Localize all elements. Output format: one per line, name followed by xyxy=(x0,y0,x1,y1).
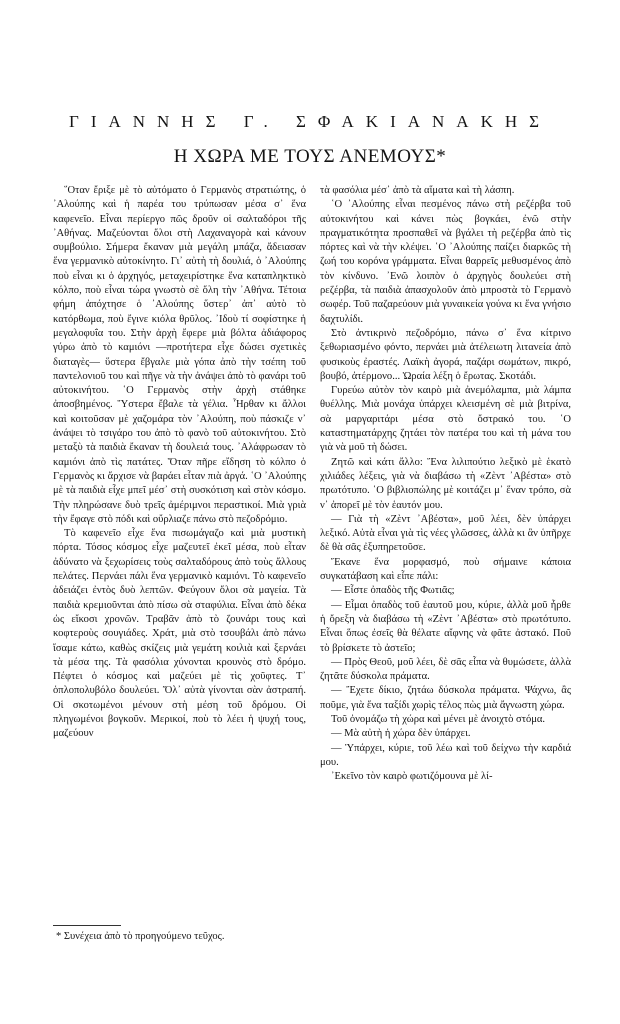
dialogue-line: — Εἶστε ὀπαδὸς τῆς Φωτιᾶς; xyxy=(331,585,455,597)
dialogue-line: — Εἶμαι ὀπαδὸς τοῦ ἑαυτοῦ μου, κύριε, ἀλλὰ μοῦ ἦρθε ἡ ὄρεξη νὰ διαβάσω τὴ «Ζὲντ ᾿Αβέστα» στὸ πρωτότυπο. Εἶναι ὅπως ἐσεῖς θὰ θέλατε αἴφνης νὰ φᾶτε ἀστακό. Ποῦ τὸ βρίσκετε τὸ ἀστεῖο; xyxy=(320,599,571,654)
paragraph: ᾿Εκεῖνο τὸν καιρὸ φωτιζόμουνα μὲ λί- xyxy=(331,771,493,783)
dialogue-line: — Μὰ αὐτὴ ἡ χώρα δὲν ὑπάρχει. xyxy=(331,728,471,740)
paragraph: Ἔκανε ἕνα μορφασμό, ποὺ σήμαινε κάποια συγκατάβαση καὶ εἶπε πάλι: xyxy=(320,556,571,583)
footnote: * Συνέχεια ἀπὸ τὸ προηγούμενο τεῦχος. xyxy=(56,931,225,942)
paragraph: ῾Ο ᾿Αλούπης εἶναι πεσμένος πάνω στὴ ρεζέρβα τοῦ αὐτοκινήτου καὶ κάνει πὼς βογκάει, ἐνῶ στὴν πραγματικότητα προσπαθεῖ νὰ βγάλει τὴ ρεζέρβα ἀπὸ τὶς πόρτες καὶ νὰ τὴν κλέψει. ῾Ο ᾿Αλούπης παίζει διαρκῶς τὴ ζωή του κορόνα γράμματα. Εἶναι θαρρεῖς μεθυσμένος ἀπὸ τὸν κίνδυνο. ᾿Ενῶ λοιπὸν ὁ ἀρχηγὸς δουλεύει στὴ ρεζέρβα, τὰ παιδιὰ ἀπασχολοῦν ἀπὸ μπροστὰ τὸ Γερμανὸ σωφέρ. Τοῦ παζαρεύουν μιὰ γυναικεία γούνα κι ἕνα γνήσιο δαχτυλίδι. xyxy=(320,199,571,325)
dialogue-line: — Ὑπάρχει, κύριε, τοῦ λέω καὶ τοῦ δείχνω τὴν καρδιά μου. xyxy=(320,742,571,768)
right-column xyxy=(320,184,571,784)
paragraph: Τὸ καφενεῖο εἶχε ἕνα πισωμάγαζο καὶ μιὰ μυστικὴ πόρτα. Τόσος κόσμος εἶχε μαζευτεῖ ἐκεῖ μέσα, ποὺ εἶταν ἀδύνατο νὰ ξεχωρίσεις τοὺς σαλταδόρους ἀπὸ τοὺς ἄλλους πελάτες. Περνάει πάλι ἕνα γερμανικὸ καμιόνι. Τὸ καφενεῖο ἀδειάζει ἐντὸς δυὸ λεπτῶν. Φεύγουν ὅλοι σὰ μαγεία. Τὰ παιδιὰ κρεμιοῦνται ἀπὸ πίσω σὰ σταφύλια. Εἶναι ἀπὸ δέκα ὡς εἴκοσι χρονῶν. Τραβᾶν ἀπὸ τὸ ζουνάρι τους καὶ κοφτεροὺς σουγιάδες. Χράτ, μιὰ στὸ τσουβάλι ἀπὸ πάνω ἴσαμε κάτω, καθὼς σκίζεις μιὰ γεμάτη κοιλιὰ καὶ ξερνάει τὰ μέσα της. Τὰ φασόλια χύνονται κρουνὸς στὸ δρόμο. Πέφτει ὁ κόσμος καὶ μαζεύει μὲ τὶς χοῦφτες. Τ᾿ ὁπλοπολυβόλο δουλεύει. Ὄλ᾿ αὐτὰ γίνονται σὰν ἀστραπή. Οἱ σκοτωμένοι μένουν στὴ μέση τοῦ δρόμου. Οἱ πληγωμένοι βογκοῦν. Μερικοί, ποὺ τὸ λέει ἡ ψυχή τους, μαζεύουν xyxy=(53,528,306,740)
dialogue-line: — Ἔχετε δίκιο, ζητάω δύσκολα πράματα. Ψάχνω, ἂς ποῦμε, γιὰ ἕνα ταξίδι χωρὶς τέλος πὼς μιὰ ἄγνωστη χώρα. xyxy=(320,685,571,711)
author-name: ΓΙΑΝΝΗΣ Γ. ΣΦΑΚΙΑΝΑΚΗΣ xyxy=(68,112,552,131)
paragraph: τὰ φασόλια μέσ᾿ ἀπὸ τὰ αἵματα καὶ τὴ λάσπη. xyxy=(320,185,515,196)
paragraph: Στὸ ἀντικρινὸ πεζοδρόμιο, πάνω σ᾿ ἕνα κίτρινο ξεθωριασμένο φόντο, περνάει μιὰ ἀτέλειωτη λιτανεία ἀπὸ φυσικοὺς ἐραστές. Λαϊκὴ ἀγορά, παζάρι σωμάτων, πικρό, βουβό, ἀτέρμονο... Ὡραία λέξη ὁ ἔρωτας. Σκοτάδι. xyxy=(320,327,571,382)
paragraph: Ζητῶ καὶ κάτι ἄλλο: Ἕνα λιλιπούτιο λεξικὸ μὲ ἑκατὸ χιλιάδες λέξεις, γιὰ νὰ διαβάσω τὴ «Ζὲντ ᾿Αβέστα» στὸ πρωτότυπο. ῾Ο βιβλιοπώλης μὲ κοιτάζει μ᾿ ἕναν τρόπο, σὰ ν᾿ ἀπορεῖ μὲ τὸν ἑαυτόν μου. xyxy=(320,456,571,511)
dialogue-line: — Γιὰ τὴ «Ζὲντ ᾿Αβέστα», μοῦ λέει, δὲν ὑπάρχει λεξικό. Αὐτὰ εἶναι γιὰ τὶς νέες γλῶσσες, ἀλλὰ κι ἂν ὑπῆρχε δὲ θὰ σᾶς ἐξυπηρετοῦσε. xyxy=(320,513,571,554)
paragraph: ῞Οταν ἔριξε μὲ τὸ αὐτόματο ὁ Γερμανὸς στρατιώτης, ὁ ᾿Αλούπης καὶ ἡ παρέα του τρύπωσαν μέσα σ᾿ ἕνα καφενεῖο. Εἶναι περίεργο πῶς δροῦν οἱ σαλταδόροι τῆς ᾿Αθήνας. Μαζεύονται ὅλοι στὴ Λαχαναγορὰ καὶ κάνουν συμβούλιο. Σήμερα ἔκαναν μιὰ μεγάλη μπάζα, ἄδειασαν ἕνα γερμανικὸ αὐτοκίνητο. Γι᾿ αὐτὴ τὴ δουλιά, ὁ ᾿Αλούπης ποὺ εἶναι κι ὁ ἀρχηγός, μεταχειρίστηκε ἕνα καταπληκτικὸ κόλπο, ποὺ εἶναι τώρα γνωστὸ σὲ ὅλη τὴν ᾿Αθήνα. Τέτοια φήμη ἀπόχτησε ὁ ᾿Αλούπης ὕστερ᾿ ἀπ᾿ αὐτὸ τὸ κατόρθωμα, ποὺ ἔγινε κιόλα θρῦλος. ᾿Ιδοὺ τί σοφίστηκε ἡ μεγαλοφυΐα του. Στὴν ἀρχὴ ἔφερε μιὰ βόλτα ἀδιάφορος γύρω ἀπὸ τὸ καμιόνι —προτήτερα εἶχε δώσει σχετικὲς διαταγὲς— ὕστερα ἔβγαλε μιὰ γόπα ἀπὸ τὴν τσέπη τοῦ παντελονιοῦ του καὶ πῆγε νὰ τὴν ἀνάψει ἀπὸ τὸ φανάρι τοῦ αὐτοκινήτου. ῾Ο Γερμανὸς στὴν ἀρχὴ στάθηκε ἀποσβημένος. Ὕστερα ἔβαλε τὰ γέλια. Ἦρθαν κι ἄλλοι καὶ κοιτοῦσαν μὲ χαζομάρα τὸν ᾿Αλούπη, ποὺ πάσκιζε ν᾿ ἀνάψει τὸ τσιγάρο του ἀπὸ τὸ φανὸ τοῦ αὐτοκινήτου. Στὸ μεταξὺ τὰ παιδιὰ ἔκαναν τὴ δουλειά τους. ᾿Αλάφρωσαν τὸ καμιόνι ἀπὸ τὶς πατάτες. Ὅταν πῆρε εἴδηση τὸ κόλπο ὁ Γερμανὸς κι ἄρχισε νὰ βαράει εἶταν πιὰ ἀργά. ῾Ο ᾿Αλούπης μὲ τὰ παιδιὰ εἶχε μπεῖ μέσ᾿ στὴ συσκότιση καὶ στὸν κόσμο. Τὴν πληρώσανε δυὸ τρεῖς ἀμέριμνοι περαστικοί. Μιὰ γριὰ τὴν ἔφαγε στὸ πόδι καὶ οὔρλιαζε πάνω στὸ πεζοδρόμιο. xyxy=(53,185,306,525)
left-column xyxy=(53,184,306,742)
story-title: Η ΧΩΡΑ ΜΕ ΤΟΥΣ ΑΝΕΜΟΥΣ* xyxy=(173,146,447,167)
dialogue-line: — Πρὸς Θεοῦ, μοῦ λέει, δὲ σᾶς εἶπα νὰ θυμώσετε, ἀλλὰ ζητᾶτε δύσκολα πράματα. xyxy=(320,656,571,683)
paragraph: Τοῦ ὀνομάζω τὴ χώρα καὶ μένει μὲ ἀνοιχτὸ στόμα. xyxy=(331,713,546,725)
footnote-rule xyxy=(53,925,121,926)
paragraph: Γυρεύω αὐτὸν τὸν καιρὸ μιὰ ἀνεμόλαμπα, μιὰ λάμπα θυέλλης. Μιὰ μονάχα ὑπάρχει κλεισμένη σὲ μιὰ βιτρίνα, σὰ μαργαριτάρι μέσα στὸ ὄστρακό του. ῾Ο καταστηματάρχης ζητάει τὸν πατέρα του καὶ τὴ μάνα του γιὰ νὰ μοῦ τὴ δώσει. xyxy=(320,385,571,454)
